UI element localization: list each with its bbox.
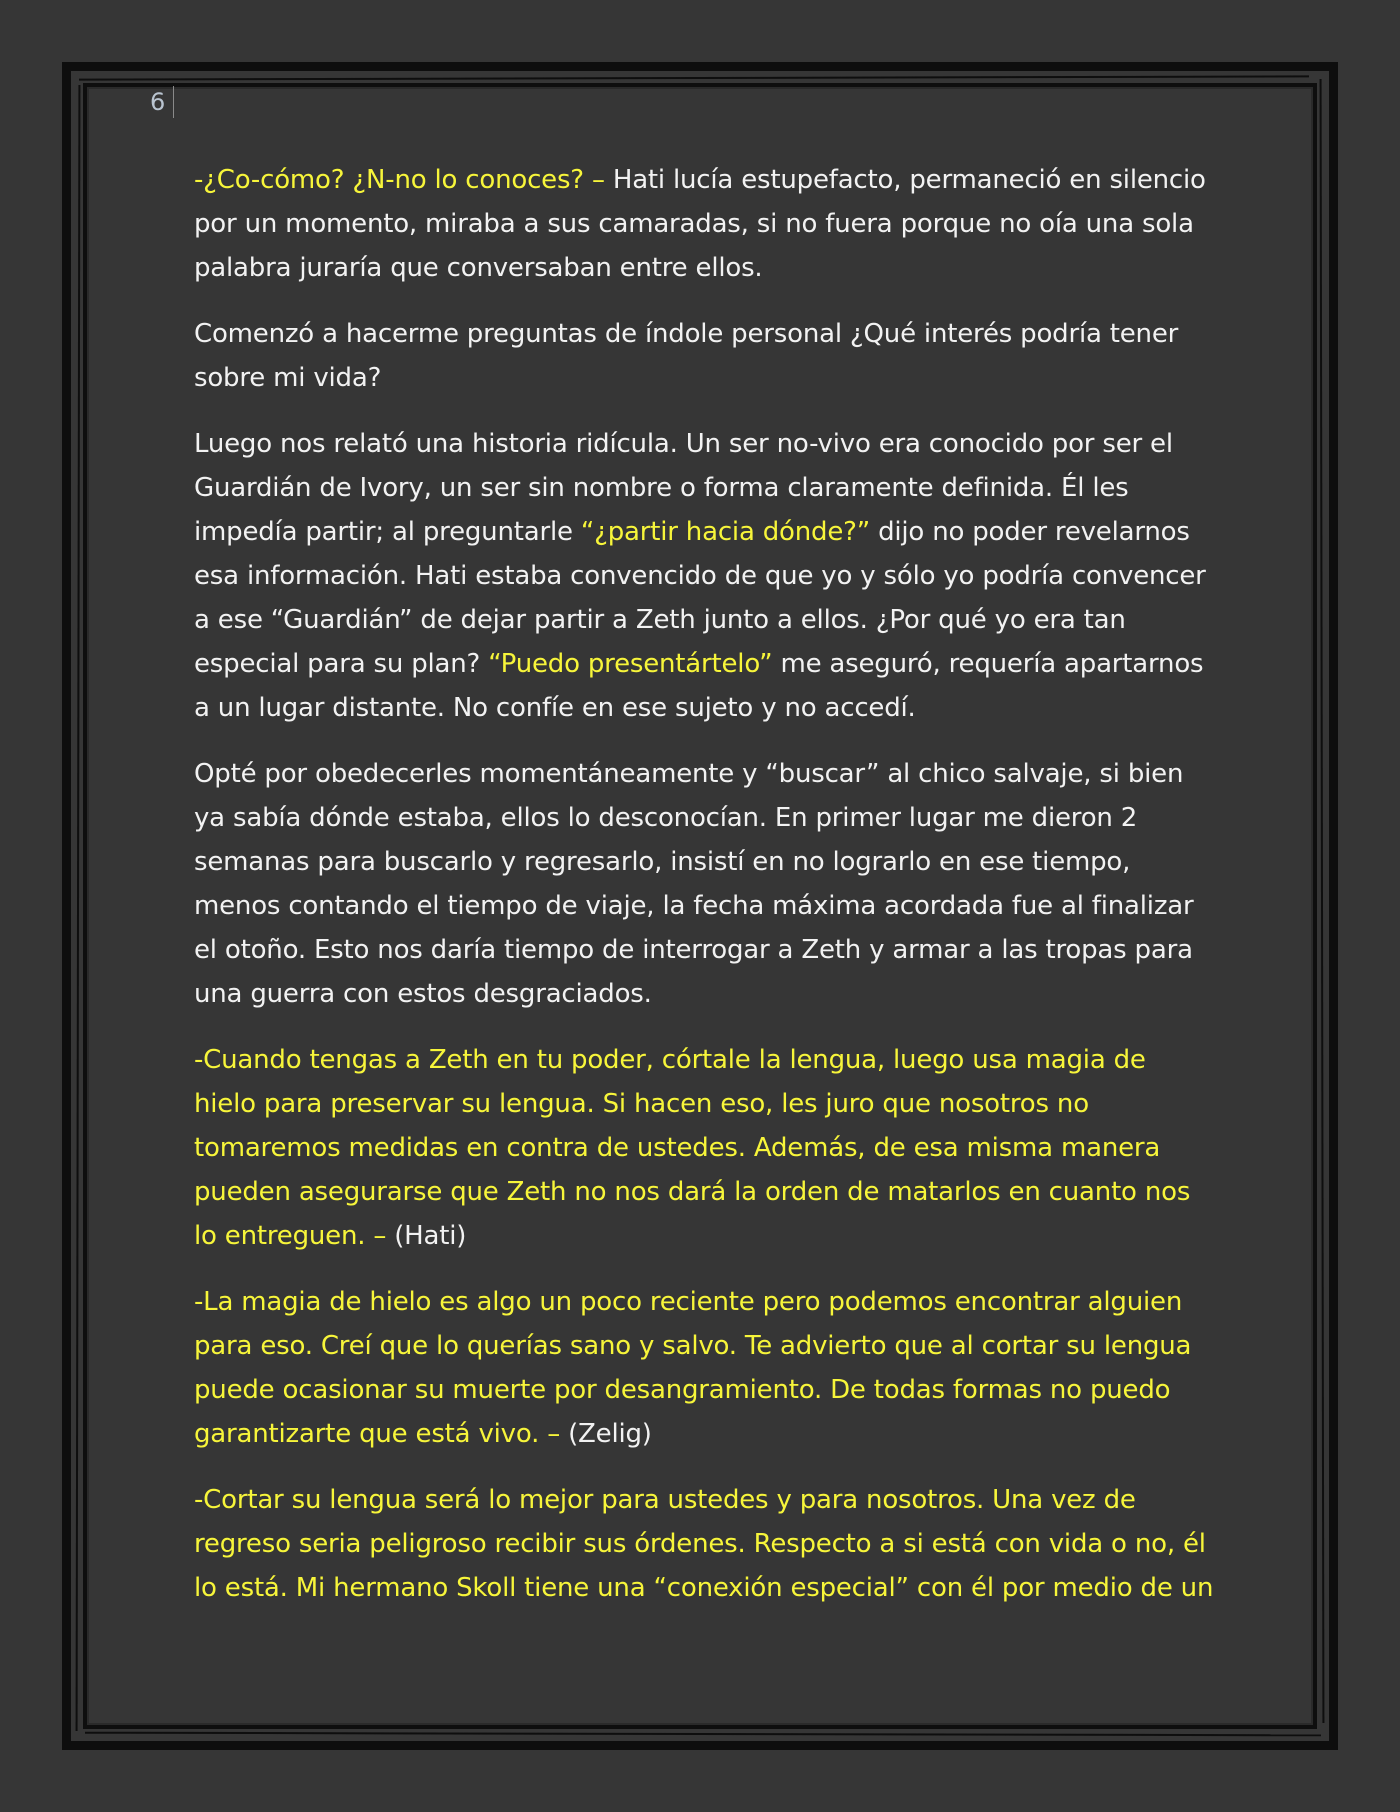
paragraph-5 — [194, 1038, 1214, 1258]
narration-segment: me aseguró, requería apartarnos a un lugar distante. No confíe en ese sujeto y no accedí. — [194, 649, 1204, 723]
frame-sketch-line-bottom — [85, 1732, 1321, 1737]
paragraph-1 — [194, 158, 1214, 290]
narration-segment: Luego nos relató una historia ridícula. Un ser no-vivo era conocido por ser el Guardián de Ivory, un ser sin nombre o forma claramente definida. Él les impedía partir; al preguntarle — [194, 429, 1173, 547]
paragraph-7 — [194, 1478, 1214, 1610]
dialogue-segment: “¿partir hacia dónde?” — [580, 517, 870, 547]
frame-sketch-line-right — [1320, 79, 1325, 1723]
speaker-tag: (Zelig) — [568, 1419, 652, 1449]
page-number: 6 — [150, 86, 174, 118]
narration-segment: Opté por obedecerles momentáneamente y “buscar” al chico salvaje, si bien ya sabía dónde estaba, ellos lo desconocían. En primer lugar me dieron 2 semanas para buscarlo y regresarlo, insistí en no lograrlo en ese tiempo, menos contando el tiempo de viaje, la fecha máxima acordada fue al finalizar el otoño. Esto nos daría tiempo de interrogar a Zeth y armar a las tropas para una guerra con estos desgraciados. — [194, 759, 1194, 1009]
frame-sketch-line-top — [79, 75, 1309, 80]
paragraph-2 — [194, 312, 1214, 400]
dialogue-segment: -Cortar su lengua será lo mejor para ustedes y para nosotros. Una vez de regreso seria peligroso recibir sus órdenes. Respecto a si está con vida o no, él lo está. Mi hermano Skoll tiene una “conexión especial” con él por medio de un — [194, 1485, 1214, 1603]
narration-segment: Comenzó a hacerme preguntas de índole personal ¿Qué interés podría tener sobre mi vida? — [194, 319, 1179, 393]
dialogue-segment: -¿Co-cómo? ¿N-no lo conoces? – — [194, 165, 613, 195]
dialogue-segment: -La magia de hielo es algo un poco reciente pero podemos encontrar alguien para eso. Creí que lo querías sano y salvo. Te advierto que al cortar su lengua puede ocasionar su muerte por desangramiento. De todas formas no puedo garantizarte que está vivo. – — [194, 1287, 1192, 1449]
paragraph-3 — [194, 422, 1214, 730]
paragraph-4 — [194, 752, 1214, 1016]
narration-segment: Hati lucía estupefacto, permaneció en silencio por un momento, miraba a sus camaradas, si no fuera porque no oía una sola palabra juraría que conversaban entre ellos. — [194, 165, 1206, 283]
speaker-tag: (Hati) — [394, 1221, 467, 1251]
page-body — [194, 158, 1214, 1632]
narration-segment: dijo no poder revelarnos esa información. Hati estaba convencido de que yo y sólo yo podría convencer a ese “Guardián” de dejar partir a Zeth junto a ellos. ¿Por qué yo era tan especial para su plan? — [194, 517, 1206, 679]
frame-sketch-line-left — [76, 85, 81, 1731]
dialogue-segment: “Puedo presentártelo” — [488, 649, 773, 679]
dialogue-segment: -Cuando tengas a Zeth en tu poder, córtale la lengua, luego usa magia de hielo para preservar su lengua. Si hacen eso, les juro que nosotros no tomaremos medidas en contra de ustedes. Además, de esa misma manera pueden asegurarse que Zeth no nos dará la orden de matarlos en cuanto nos lo entreguen. – — [194, 1045, 1191, 1251]
paragraph-6 — [194, 1280, 1214, 1456]
